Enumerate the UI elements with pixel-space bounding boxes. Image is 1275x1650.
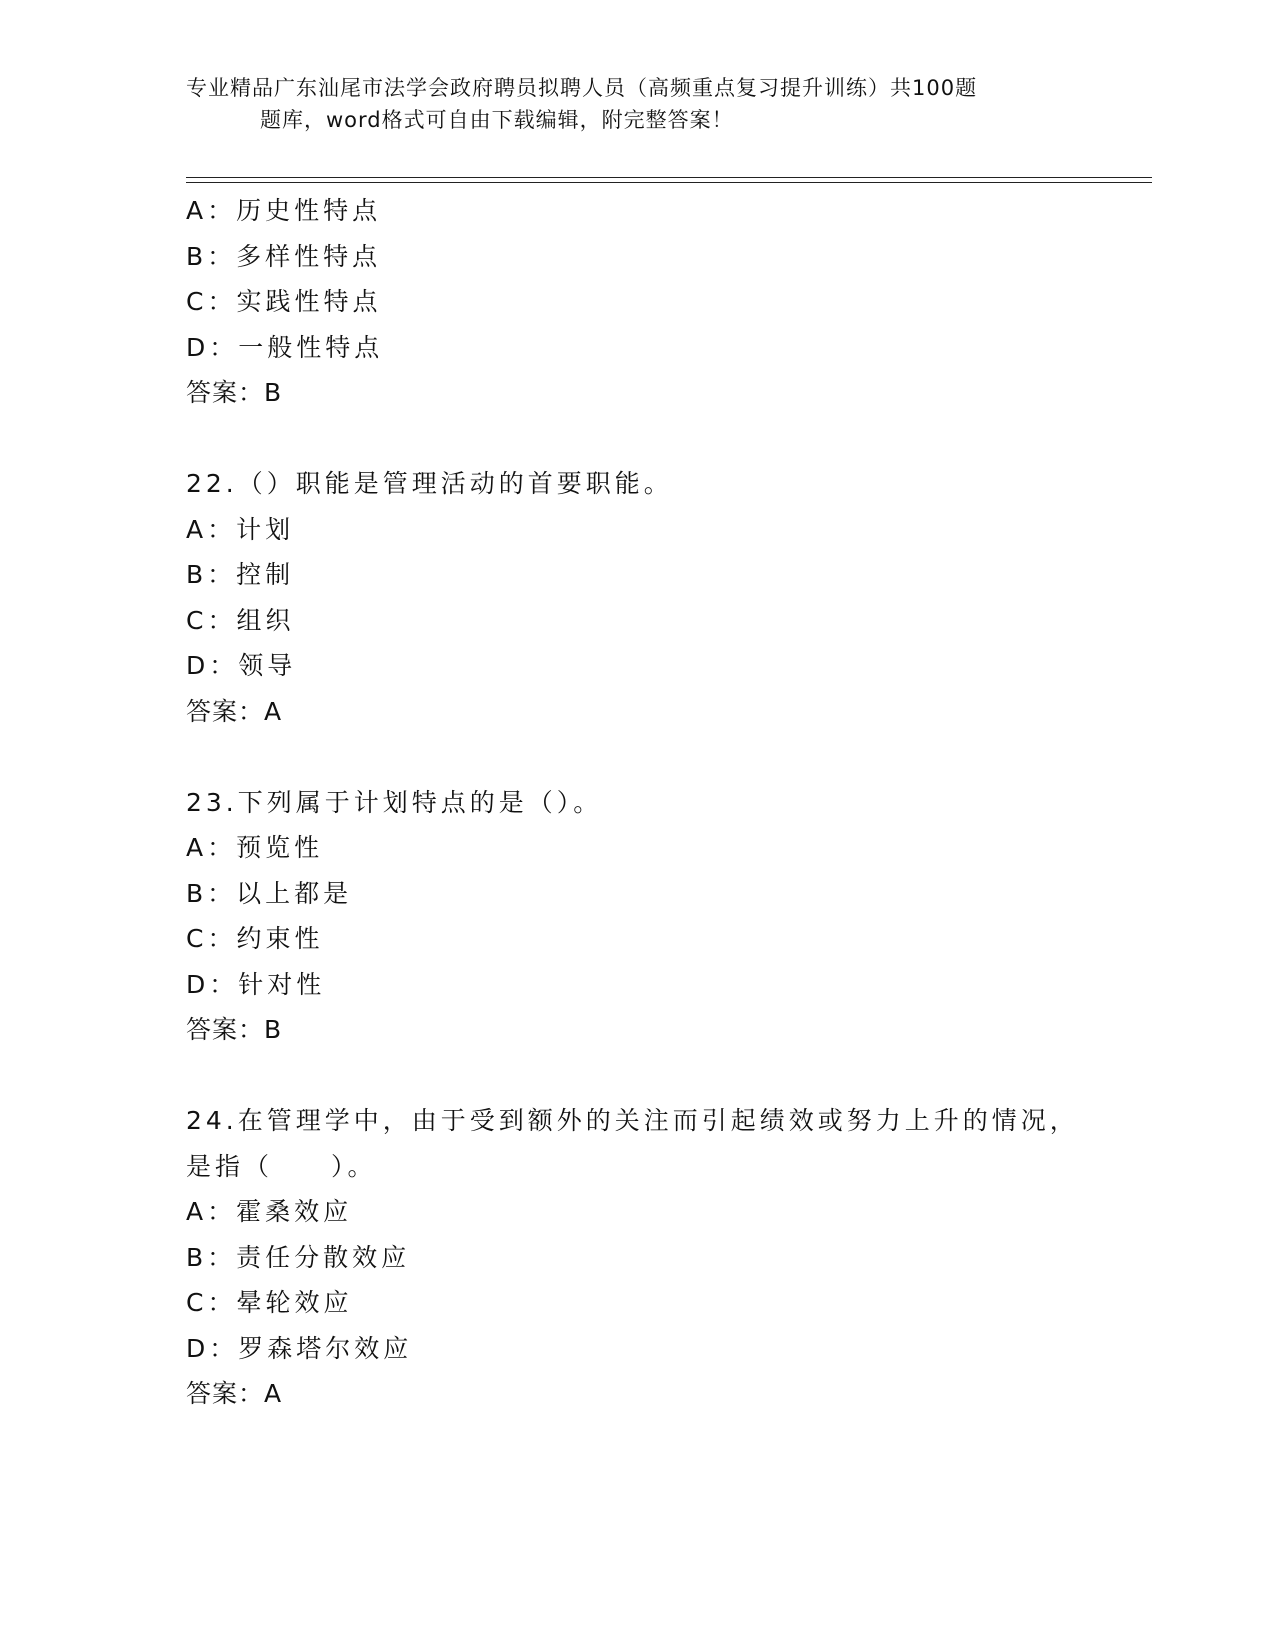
option-b: B：以上都是 bbox=[186, 878, 353, 908]
option-a: A：历史性特点 bbox=[186, 196, 382, 225]
question-block-23 bbox=[186, 780, 1086, 1053]
option-d: D：针对性 bbox=[186, 969, 326, 999]
option-b: B：责任分散效应 bbox=[186, 1242, 411, 1272]
answer-line: 答案：A bbox=[186, 1379, 283, 1408]
header-title-line2: 题库，word格式可自由下载编辑，附完整答案！ bbox=[260, 108, 734, 132]
option-d: D：领导 bbox=[186, 651, 297, 680]
answer-line: 答案：B bbox=[186, 1015, 283, 1044]
option-c: C：约束性 bbox=[186, 924, 324, 953]
answer-line: 答案：B bbox=[186, 378, 283, 407]
spacer bbox=[186, 734, 1086, 780]
option-d: D：罗森塔尔效应 bbox=[186, 1333, 413, 1363]
option-c: C：晕轮效应 bbox=[186, 1288, 353, 1317]
spacer bbox=[186, 1053, 1086, 1099]
question-stem-line2: 是指（ ）。 bbox=[186, 1151, 377, 1181]
document-header bbox=[186, 72, 1106, 136]
option-b: B：多样性特点 bbox=[186, 241, 382, 271]
option-c: C：组织 bbox=[186, 605, 295, 635]
header-divider-bottom bbox=[186, 182, 1152, 183]
option-b: B：控制 bbox=[186, 560, 295, 589]
option-c: C：实践性特点 bbox=[186, 287, 382, 316]
question-block-21 bbox=[186, 188, 1086, 416]
question-stem: 23.下列属于计划特点的是（）。 bbox=[186, 787, 603, 817]
question-stem: 22.（）职能是管理活动的首要职能。 bbox=[186, 469, 673, 498]
option-d: D：一般性特点 bbox=[186, 332, 384, 362]
question-list bbox=[186, 188, 1086, 1417]
option-a: A：预览性 bbox=[186, 833, 324, 862]
option-a: A：霍桑效应 bbox=[186, 1197, 353, 1226]
question-block-22 bbox=[186, 461, 1086, 734]
header-title-line1: 专业精品广东汕尾市法学会政府聘员拟聘人员（高频重点复习提升训练）共100题 bbox=[186, 76, 978, 100]
header-divider-top bbox=[186, 177, 1152, 178]
answer-line: 答案：A bbox=[186, 696, 283, 726]
spacer bbox=[186, 416, 1086, 462]
question-stem-line1: 24.在管理学中，由于受到额外的关注而引起绩效或努力上升的情况， bbox=[186, 1106, 1079, 1135]
option-a: A：计划 bbox=[186, 514, 295, 544]
question-block-24 bbox=[186, 1098, 1086, 1417]
